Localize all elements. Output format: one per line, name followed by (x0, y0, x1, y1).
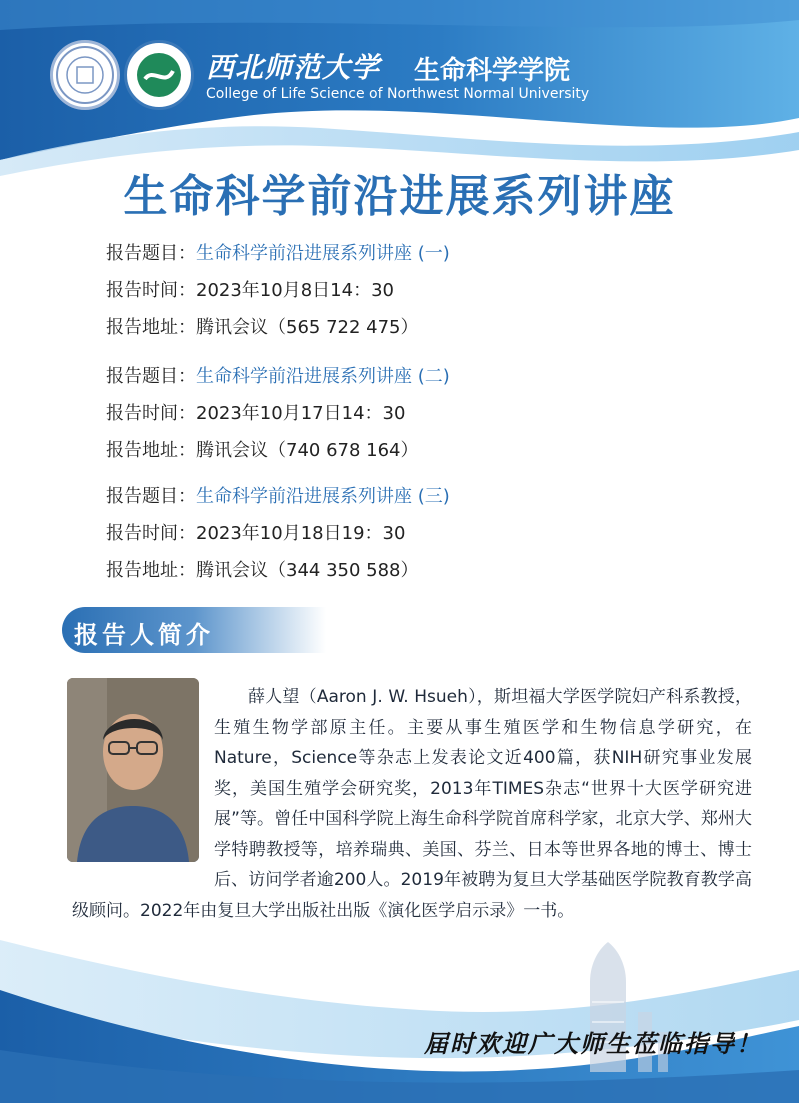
topic-value: 生命科学前沿进展系列讲座 (三) (196, 486, 450, 507)
seal-icon (53, 43, 117, 107)
photo-spacer (72, 682, 214, 869)
place-label: 报告地址： (106, 560, 196, 581)
lecture-block (106, 485, 450, 596)
college-name-en: College of Life Science of Northwest Normal University (206, 86, 590, 102)
section-heading-text: 报告人简介 (74, 621, 214, 649)
lecture-block (106, 242, 450, 353)
lecture-time-row (106, 279, 450, 316)
lecture-topic-row (106, 365, 450, 402)
university-name: 西北师范大学 (206, 51, 381, 84)
time-value: 2023年10月8日14：30 (196, 280, 394, 301)
lecture-place-row (106, 316, 450, 353)
topic-label: 报告题目： (106, 243, 196, 264)
lecture-block (106, 365, 450, 476)
lecture-topic-row (106, 242, 450, 279)
lecture-topic-row (106, 485, 450, 522)
topic-value: 生命科学前沿进展系列讲座 (二) (196, 366, 450, 387)
speaker-bio (72, 682, 752, 926)
lecture-place-row (106, 559, 450, 596)
lecture-time-row (106, 402, 450, 439)
lecture-place-row (106, 439, 450, 476)
time-value: 2023年10月18日19：30 (196, 523, 406, 544)
time-label: 报告时间： (106, 280, 196, 301)
lecture-time-row (106, 522, 450, 559)
place-value: 腾讯会议（740 678 164） (196, 440, 419, 461)
topic-label: 报告题目： (106, 366, 196, 387)
topic-label: 报告题目： (106, 486, 196, 507)
time-label: 报告时间： (106, 523, 196, 544)
university-seal-logo (50, 40, 120, 110)
college-emblem-logo (124, 40, 194, 110)
speaker-section-heading (62, 607, 326, 653)
poster-title: 生命科学前沿进展系列讲座 (123, 171, 676, 222)
bio-paragraph: 薛人望（Aaron J. W. Hsueh），斯坦福大学医学院妇产科系教授，生殖生物学部原主任。主要从事生殖医学和生物信息学研究，在Nature，Science等杂志上发表论文近400篇，获NIH研究事业发展奖，美国生殖学会研究奖，2013年TIMES杂志“世界十大医学研究进展”等。曾任中国科学院上海生命科学院首席科学家，北京大学、郑州大学特聘教授等，培养瑞典、美国、芬兰、日本等世界各地的博士、博士后、访问学者逾200人。2019年被聘为复旦大学基础医学院教育教学高级顾问。2022年由复旦大学出版社出版《演化医学启示录》一书。 (72, 687, 752, 921)
time-label: 报告时间： (106, 403, 196, 424)
college-name-cn: 生命科学学院 (414, 56, 571, 86)
topic-value: 生命科学前沿进展系列讲座 (一) (196, 243, 450, 264)
place-label: 报告地址： (106, 440, 196, 461)
welcome-slogan: 届时欢迎广大师生莅临指导！ (424, 1029, 762, 1058)
place-value: 腾讯会议（565 722 475） (196, 317, 419, 338)
place-value: 腾讯会议（344 350 588） (196, 560, 419, 581)
place-label: 报告地址： (106, 317, 196, 338)
emblem-icon (127, 43, 191, 107)
time-value: 2023年10月17日14：30 (196, 403, 406, 424)
